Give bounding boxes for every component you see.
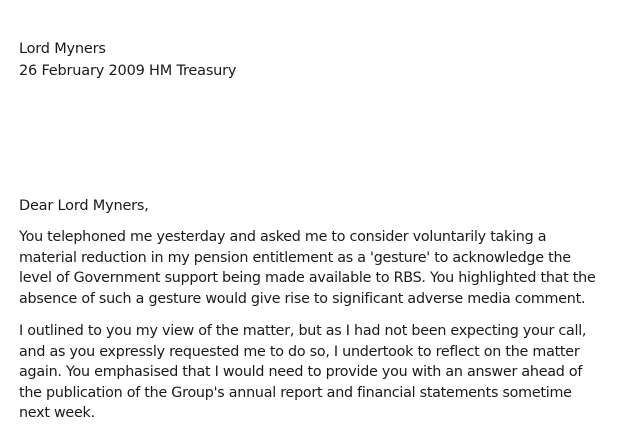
paragraph-line: absence of such a gesture would give rise to significant adverse media comment. [19,290,586,307]
body-paragraph-1 [19,227,619,309]
paragraph-line: You telephoned me yesterday and asked me to consider voluntarily taking a [19,229,547,245]
paragraph-line: I outlined to you my view of the matter, but as I had not been expecting your call, [19,323,587,339]
paragraph-line: the publication of the Group's annual report and financial statements sometime [19,384,572,401]
paragraph-line: next week. [19,405,95,421]
body-paragraph-2 [19,321,619,424]
paragraph-line: and as you expressly requested me to do so, I undertook to reflect on the matter [19,343,580,360]
salutation: Dear Lord Myners, [19,198,149,214]
paragraph-line: level of Government support being made available to RBS. You highlighted that the [19,270,596,286]
letter-date-place: 26 February 2009 HM Treasury [19,63,237,79]
sender-block [19,38,236,82]
paragraph-line: material reduction in my pension entitlement as a 'gesture' to acknowledge the [19,249,571,266]
paragraph-line: again. You emphasised that I would need to provide you with an answer ahead of [19,364,583,380]
sender-name: Lord Myners [19,41,106,57]
